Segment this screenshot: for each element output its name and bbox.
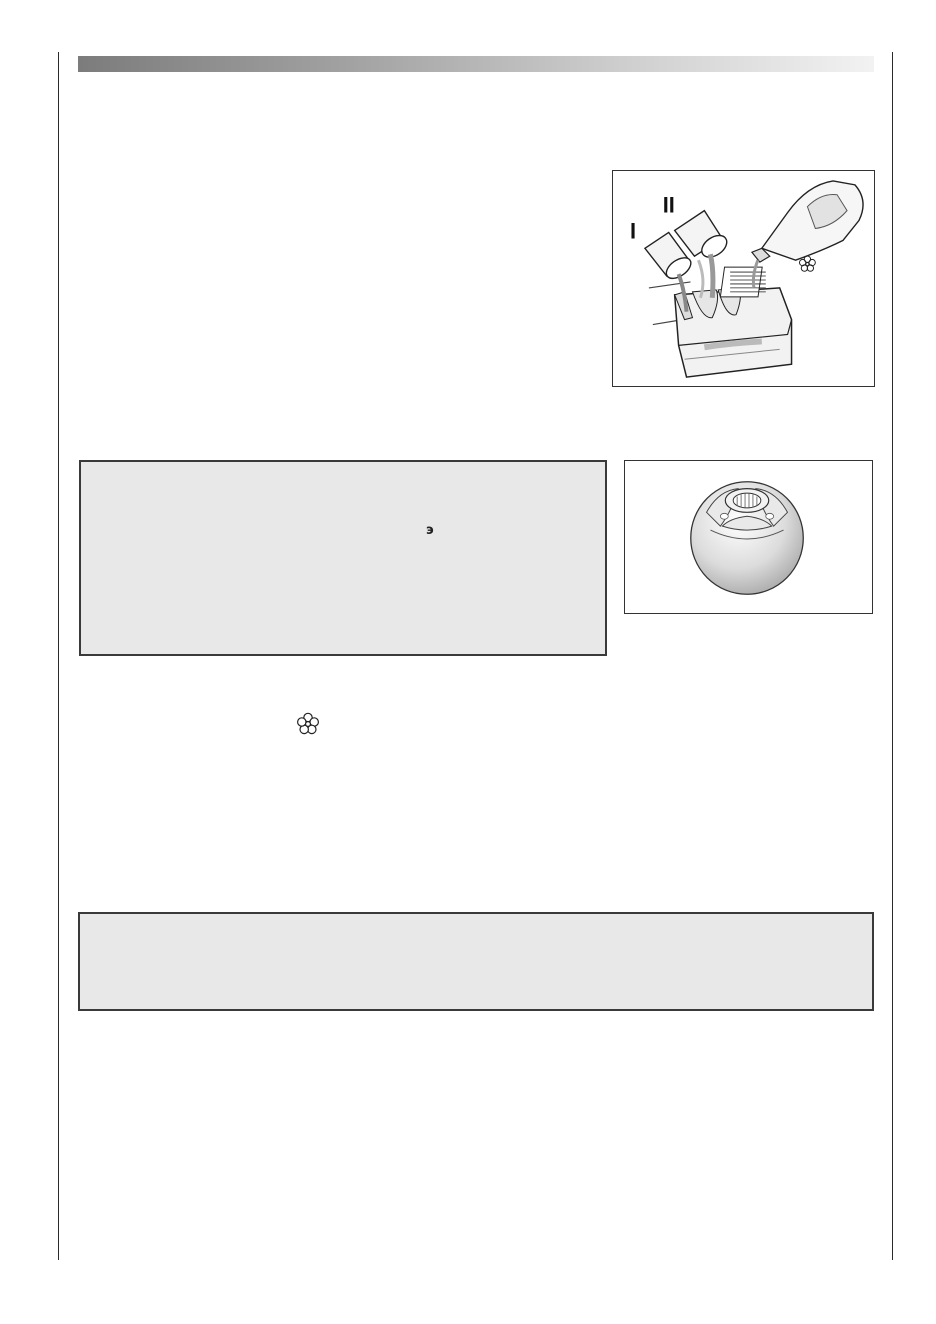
note-box-1	[79, 460, 607, 656]
drawer-icon	[675, 267, 792, 377]
softener-flower-icon-inline	[296, 712, 320, 736]
note-box-2	[78, 912, 874, 1011]
detergent-dispenser-illustration	[613, 171, 874, 386]
left-margin-rule	[58, 52, 59, 1260]
detergent-dispenser-figure	[612, 170, 875, 387]
detergent-bottle-icon	[752, 181, 863, 288]
dosing-ball-figure	[624, 460, 873, 614]
header-gradient-bar	[78, 56, 874, 72]
compartment-label-2: II	[662, 192, 675, 218]
compartment-label-1: I	[630, 218, 637, 244]
note-glyph: э	[426, 523, 434, 538]
dosing-ball-icon	[625, 461, 872, 613]
right-margin-rule	[892, 52, 893, 1260]
